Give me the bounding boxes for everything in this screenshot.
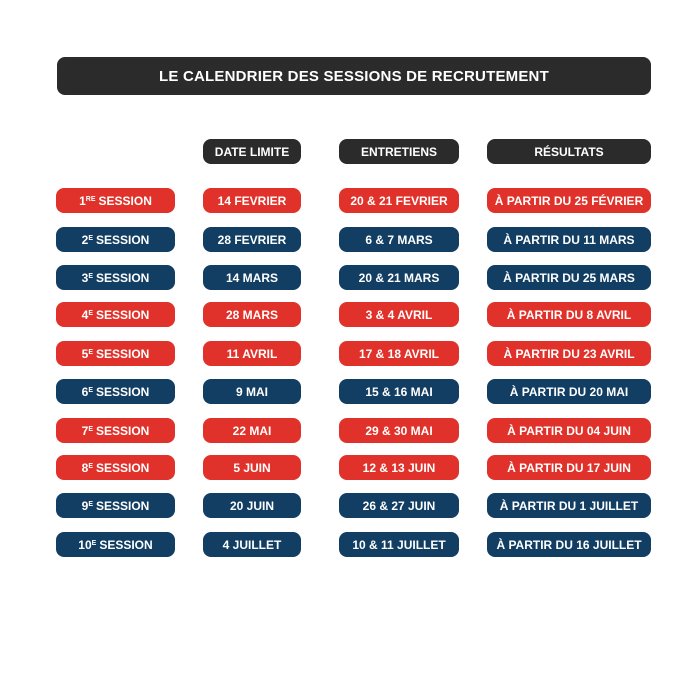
session-word: SESSION (99, 537, 153, 552)
resultats-cell: À PARTIR DU 20 MAI (487, 379, 651, 404)
date-limite-cell: 28 MARS (203, 302, 301, 327)
session-label: 6 $^E$ SESSION (56, 379, 175, 404)
session-number: 5 (81, 346, 89, 361)
entretiens-cell: 20 & 21 MARS (339, 265, 459, 290)
session-label: 4 $^E$ SESSION (56, 302, 175, 327)
resultats-cell: À PARTIR DU 25 MARS (487, 265, 651, 290)
session-label: 10 $^E$ SESSION (56, 532, 175, 557)
entretiens-cell: 3 & 4 AVRIL (339, 302, 459, 327)
session-word: SESSION (96, 460, 150, 475)
entretiens-cell: 15 & 16 MAI (339, 379, 459, 404)
session-number: 6 (81, 384, 89, 399)
session-word: SESSION (96, 346, 150, 361)
header-entretiens: ENTRETIENS (339, 139, 459, 164)
date-limite-cell: 14 MARS (203, 265, 301, 290)
session-label: 5 $^E$ SESSION (56, 341, 175, 366)
date-limite-cell: 20 JUIN (203, 493, 301, 518)
session-word: SESSION (98, 193, 152, 208)
resultats-cell: À PARTIR DU 04 JUIN (487, 418, 651, 443)
date-limite-cell: 14 FEVRIER (203, 188, 301, 213)
entretiens-cell: 29 & 30 MAI (339, 418, 459, 443)
header-date-limite: DATE LIMITE (203, 139, 301, 164)
resultats-cell: À PARTIR DU 25 FÉVRIER (487, 188, 651, 213)
session-number: 9 (81, 498, 89, 513)
resultats-cell: À PARTIR DU 16 JUILLET (487, 532, 651, 557)
session-label: 2 $^E$ SESSION (56, 227, 175, 252)
resultats-cell: À PARTIR DU 11 MARS (487, 227, 651, 252)
session-number: 4 (81, 307, 89, 322)
session-label: 8 $^E$ SESSION (56, 455, 175, 480)
session-label: 9 $^E$ SESSION (56, 493, 175, 518)
date-limite-cell: 28 FEVRIER (203, 227, 301, 252)
session-number: 7 (81, 423, 89, 438)
resultats-cell: À PARTIR DU 17 JUIN (487, 455, 651, 480)
page-title: LE CALENDRIER DES SESSIONS DE RECRUTEMENT (57, 57, 651, 95)
session-number: 8 (81, 460, 89, 475)
entretiens-cell: 20 & 21 FEVRIER (339, 188, 459, 213)
date-limite-cell: 22 MAI (203, 418, 301, 443)
session-number: 2 (81, 232, 89, 247)
resultats-cell: À PARTIR DU 8 AVRIL (487, 302, 651, 327)
session-word: SESSION (96, 498, 150, 513)
header-resultats: RÉSULTATS (487, 139, 651, 164)
session-word: SESSION (96, 270, 150, 285)
session-number: 10 (78, 537, 92, 552)
session-word: SESSION (96, 232, 150, 247)
entretiens-cell: 12 & 13 JUIN (339, 455, 459, 480)
entretiens-cell: 10 & 11 JUILLET (339, 532, 459, 557)
date-limite-cell: 4 JUILLET (203, 532, 301, 557)
session-label: 1 $^{RE}$ SESSION (56, 188, 175, 213)
session-label: 7 $^E$ SESSION (56, 418, 175, 443)
resultats-cell: À PARTIR DU 23 AVRIL (487, 341, 651, 366)
session-word: SESSION (96, 423, 150, 438)
date-limite-cell: 5 JUIN (203, 455, 301, 480)
entretiens-cell: 17 & 18 AVRIL (339, 341, 459, 366)
resultats-cell: À PARTIR DU 1 JUILLET (487, 493, 651, 518)
session-number: 3 (81, 270, 89, 285)
session-word: SESSION (96, 384, 150, 399)
entretiens-cell: 6 & 7 MARS (339, 227, 459, 252)
date-limite-cell: 9 MAI (203, 379, 301, 404)
session-label: 3 $^E$ SESSION (56, 265, 175, 290)
entretiens-cell: 26 & 27 JUIN (339, 493, 459, 518)
date-limite-cell: 11 AVRIL (203, 341, 301, 366)
session-word: SESSION (96, 307, 150, 322)
session-number: 1 (79, 193, 86, 208)
